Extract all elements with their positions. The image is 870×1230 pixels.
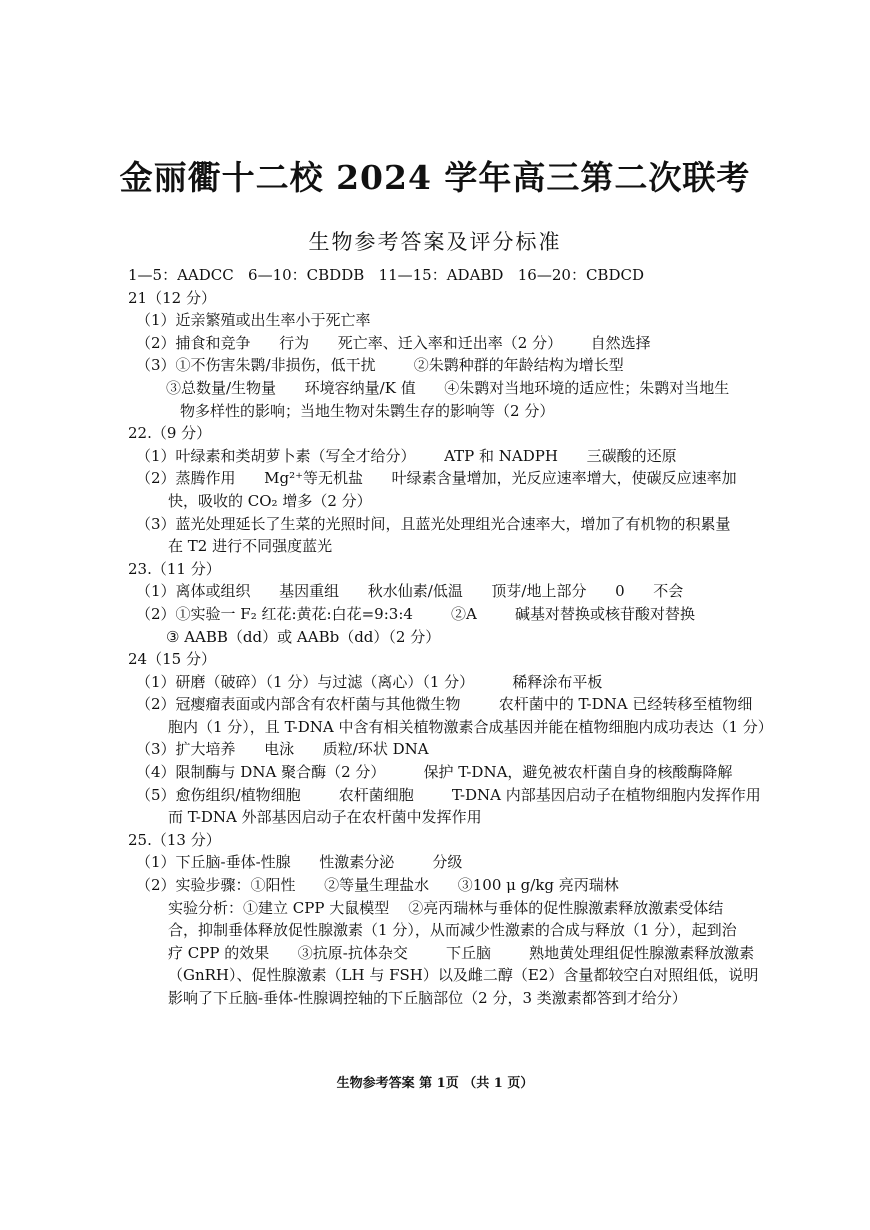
answer-line: （2）冠瘿瘤表面或内部含有农杆菌与其他微生物 农杆菌中的 T-DNA 已经转移至植物细 [136,695,753,714]
answer-line: 在 T2 进行不同强度蓝光 [168,537,333,556]
answer-line: （4）限制酶与 DNA 聚合酶（2 分） 保护 T-DNA，避免被农杆菌自身的核酸酶降解 [136,763,733,782]
answer-line: （2）实验步骤：①阳性 ②等量生理盐水 ③100 μ g/kg 亮丙瑞林 [136,876,619,895]
page-title: 金丽衢十二校 2024 学年高三第二次联考 [119,158,751,197]
question-header-21: 21（12 分） [128,288,216,307]
answer-line: ③ AABB（dd）或 AABb（dd）（2 分） [166,627,441,646]
answer-line: ③总数量/生物量 环境容纳量/K 值 ④朱鹮对当地环境的适应性；朱鹮对当地生 [166,378,730,397]
answer-line: （GnRH）、促性腺激素（LH 与 FSH）以及雌二醇（E2）含量都较空白对照组低，说明 [168,966,759,985]
answer-line: 物多样性的影响；当地生物对朱鹮生存的影响等（2 分） [180,401,555,420]
answer-line: 胞内（1 分），且 T-DNA 中含有相关植物激素合成基因并能在植物细胞内成功表达（1 分） [168,717,773,736]
page-subtitle: 生物参考答案及评分标准 [308,230,562,254]
answer-line: （2）捕食和竞争 行为 死亡率、迁入率和迁出率（2 分） 自然选择 [136,333,651,352]
answer-line: （3）①不伤害朱鹮/非损伤，低干扰 ②朱鹮种群的年龄结构为增长型 [136,356,624,375]
question-header-23: 23.（11 分） [128,559,221,578]
answer-line: 疗 CPP 的效果 ③抗原-抗体杂交 下丘脑 熟地黄处理组促性腺激素释放激素 [168,943,755,962]
question-header-22: 22.（9 分） [128,424,212,443]
answer-line: （2）蒸腾作用 Mg²⁺等无机盐 叶绿素含量增加，光反应速率增大，使碳反应速率加 [136,469,737,488]
answer-line: （1）近亲繁殖或出生率小于死亡率 [136,311,371,330]
answer-line: （1）下丘脑-垂体-性腺 性激素分泌 分级 [136,853,463,872]
question-header-25: 25.（13 分） [128,830,221,849]
answer-line: 影响了下丘脑-垂体-性腺调控轴的下丘脑部位（2 分，3 类激素都答到才给分） [168,989,687,1007]
answer-line: 合，抑制垂体释放促性腺激素（1 分），从而减少性激素的合成与释放（1 分），起到治 [168,921,737,940]
answer-line: 实验分析：①建立 CPP 大鼠模型 ②亮丙瑞林与垂体的促性腺激素释放激素受体结 [168,898,724,917]
answer-line: 快，吸收的 CO₂ 增多（2 分） [168,491,372,510]
answer-body [128,264,773,1010]
answer-line: （5）愈伤组织/植物细胞 农杆菌细胞 T-DNA 内部基因启动子在植物细胞内发挥作用 [136,785,761,804]
answer-line-choice: 1—5：AADCC 6—10：CBDDB 11—15：ADABD 16—20：CBDCD [128,266,644,284]
answer-line: 而 T-DNA 外部基因启动子在农杆菌中发挥作用 [168,808,482,827]
question-header-24: 24（15 分） [128,650,216,669]
answer-line: （3）扩大培养 电泳 质粒/环状 DNA [136,740,429,759]
answer-line: （1）研磨（破碎）（1 分）与过滤（离心）（1 分） 稀释涂布平板 [136,672,603,691]
answer-line: （3）蓝光处理延长了生菜的光照时间，且蓝光处理组光合速率大，增加了有机物的积累量 [136,514,731,533]
page-footer: 生物参考答案 第 1页 （共 1 页） [336,1076,534,1091]
answer-line: （1）离体或组织 基因重组 秋水仙素/低温 顶芽/地上部分 0 不会 [136,582,684,601]
answer-line: （1）叶绿素和类胡萝卜素（写全才给分） ATP 和 NADPH 三碳酸的还原 [136,446,677,465]
answer-line: （2）①实验一 F₂ 红花:黄花:白花=9:3:4 ②A 碱基对替换或核苷酸对替换 [136,604,696,623]
